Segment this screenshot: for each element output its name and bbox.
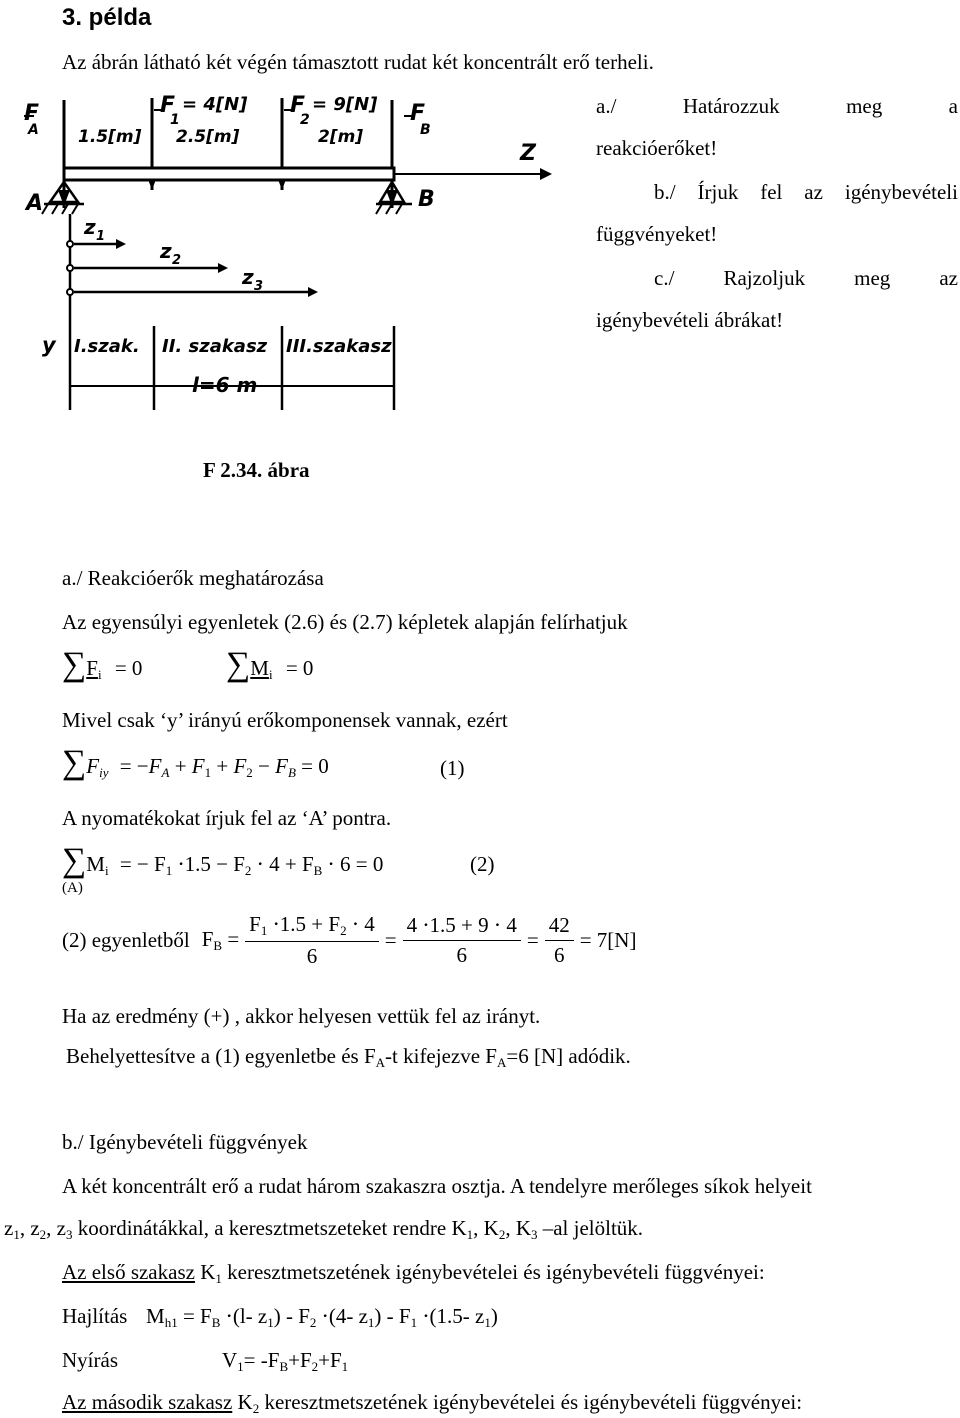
svg-text:B: B: [420, 122, 431, 138]
fa-label: F: [24, 101, 40, 126]
page-title: 3. példa: [62, 4, 152, 31]
svg-text:F: F: [160, 93, 176, 118]
support-b-label: B: [418, 187, 435, 212]
svg-text:A: A: [28, 122, 39, 138]
svg-text:y: y: [42, 333, 56, 357]
support-a-label: A: [26, 191, 44, 216]
fb-calculation: (2) egyenletből $F_B$ = $\frac{F_1 \cdot 1.5 + F_2 \cdot 4}{6}$ = $\frac{4 \cdot 1.5 + 9 \cdot 4}{6}$ = $\frac{42}{6}$ = 7[N]: [62, 912, 637, 968]
equation-2-label: (2): [470, 852, 495, 876]
section-a-line1: Az egyensúlyi egyenletek (2.6) és (2.7) képletek alapján felírhatjuk: [62, 610, 628, 634]
length-label: l=6 m: [192, 373, 258, 397]
section-a-line2: Mivel csak ‘y’ irányú erőkomponensek vannak, ezért: [62, 708, 508, 732]
bending-label: Hajlítás: [62, 1304, 128, 1328]
beam: [64, 168, 394, 180]
equilibrium-moment: $\sum M_i = 0$: [226, 646, 314, 683]
section-a-line5: Behelyettesítve a (1) egyenletbe és $F_A-t$ kifejezve $F_A=6$ [N] adódik.: [66, 1044, 631, 1070]
svg-text:3: 3: [254, 279, 264, 294]
section-a-title: a./ Reakcióerők meghatározása: [62, 566, 324, 590]
equation-2-point: (A): [62, 880, 83, 896]
section-3-label: III.szakasz: [286, 336, 392, 357]
task-c-cont: igénybevételi ábrákat!: [596, 308, 784, 332]
task-c: c./ Rajzoljuk meg az: [654, 266, 958, 290]
task-a: a./ Határozzuk meg a: [596, 94, 958, 118]
section-b-line2: $z_1$, $z_2$, $z_3$ koordinátákkal, a keresztmetszeteket rendre $K_1$, $K_2$, $K_3$ –al jelöltük.: [4, 1216, 644, 1242]
dist-3: 2[m]: [318, 127, 364, 147]
svg-text:Z: Z: [520, 141, 536, 166]
svg-text:z: z: [160, 239, 172, 263]
section-b-title: b./ Igénybevételi függvények: [62, 1130, 308, 1154]
shear-function: $V_1= -F_B+F_2+F_1$: [222, 1348, 349, 1374]
intro-text: Az ábrán látható két végén támasztott rudat két koncentrált erő terheli.: [62, 50, 654, 74]
shear-label: Nyírás: [62, 1348, 118, 1372]
equation-1-label: (1): [440, 756, 465, 780]
second-section-heading: Az második szakasz $K_2$ keresztmetszetének igénybevételei és igénybevételi függvényei:: [62, 1390, 803, 1416]
svg-text:1: 1: [96, 229, 106, 244]
task-a-cont: reakcióerőket!: [596, 136, 718, 160]
dist-1: 1.5[m]: [78, 127, 142, 147]
svg-text:2: 2: [172, 253, 182, 268]
svg-text:1: 1: [170, 112, 180, 128]
bending-function: $M_{h1} = F_B \cdot(l-$ $z_1) - F_2 \cdot(4-$ $z_1) - F_1 \cdot(1.5-$ $z_1$): [146, 1304, 498, 1330]
section-b-line1: A két koncentrált erő a rudat három szakaszra osztja. A tendelyre merőleges síkok helyeit: [62, 1174, 812, 1198]
equation-2: $\sum M_i$ = − $F_1 \cdot 1.5 - F_2 \cdot 4 + F_B \cdot 6 = 0$: [62, 842, 384, 879]
svg-text:F: F: [290, 93, 306, 118]
equation-1: $\sum F_{iy} = -F_A + F_1 + F_2 - F_B = 0$: [62, 744, 329, 781]
section-a-line4: Ha az eredmény (+) , akkor helyesen vettük fel az irányt.: [62, 1004, 541, 1028]
svg-text:2: 2: [300, 112, 310, 128]
beam-figure: [20, 90, 580, 435]
section-1-label: I.szak.: [74, 336, 140, 357]
section-a-line3: A nyomatékokat írjuk fel az ‘A’ pontra.: [62, 806, 392, 830]
first-section-heading: Az első szakasz $K_1$ keresztmetszetének igénybevételei és igénybevételi függvényei:: [62, 1260, 765, 1286]
fb-label: F: [410, 101, 426, 126]
f2-value: = 9[N]: [312, 94, 378, 115]
section-2-label: II. szakasz: [162, 336, 268, 357]
dist-2: 2.5[m]: [176, 127, 240, 147]
svg-text:z: z: [242, 265, 254, 289]
equilibrium-force: $\sum F_i = 0$: [62, 646, 143, 683]
figure-caption: F 2.34. ábra: [203, 458, 310, 482]
task-b-cont: függvényeket!: [596, 222, 718, 246]
task-b: b./ Írjuk fel az igénybevételi: [654, 180, 958, 204]
f1-value: = 4[N]: [182, 94, 248, 115]
svg-text:z: z: [84, 215, 96, 239]
